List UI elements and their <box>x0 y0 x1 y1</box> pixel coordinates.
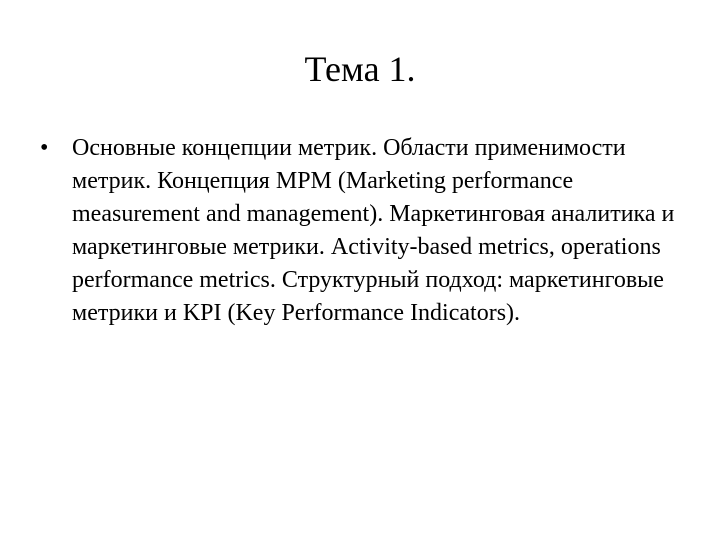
bullet-item <box>36 132 676 330</box>
slide-title: Тема 1. <box>304 49 416 89</box>
bullet-list <box>36 132 676 330</box>
bullet-text: Основные концепции метрик. Области применимости метрик. Концепция MPM (Marketing performance measurement and management). Маркетинговая аналитика и маркетинговые метрики. Activity-based metrics, operations performance metrics. Структурный подход: маркетинговые метрики и KPI (Key Performance Indicators). <box>72 135 675 326</box>
bullet-dot-icon: • <box>40 135 49 161</box>
